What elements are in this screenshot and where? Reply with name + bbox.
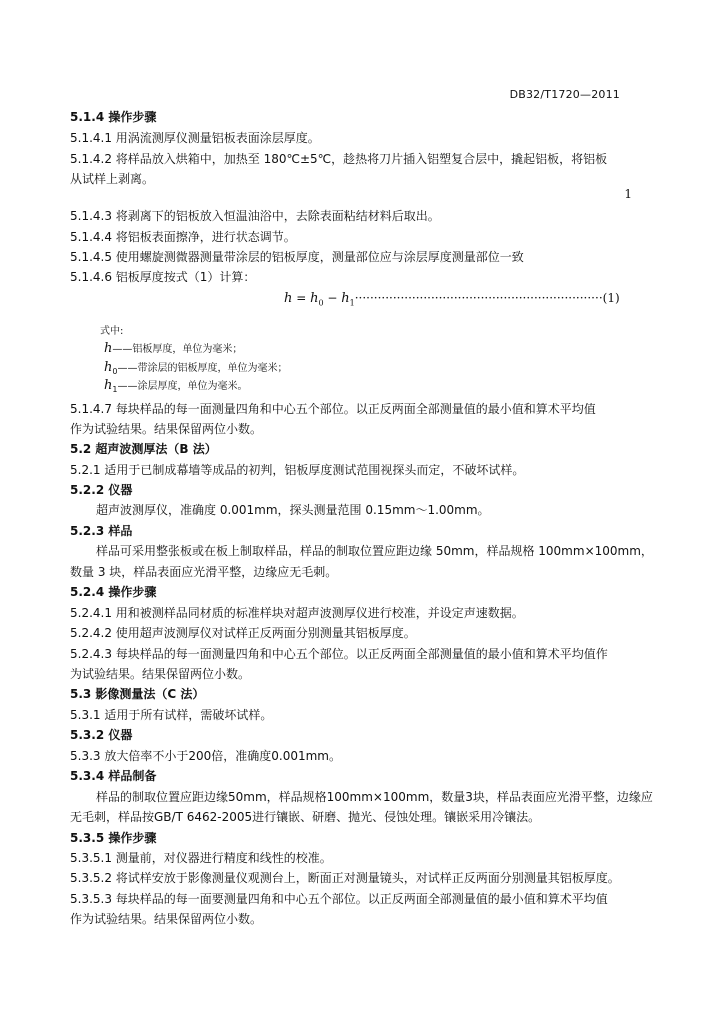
paragraph-5-1-4-1: 5.1.4.1 用涡流测厚仪测量铝板表面涂层厚度。 xyxy=(70,131,320,145)
paragraph-5-3-3: 5.3.3 放大倍率不小于200倍，准确度0.001mm。 xyxy=(70,749,341,763)
heading-5-2: 5.2 超声波测厚法（B 法） xyxy=(70,442,217,456)
paragraph-5-2-4-2: 5.2.4.2 使用超声波测厚仪对试样正反两面分别测量其铝板厚度。 xyxy=(70,626,416,640)
paragraph-5-2-3-line2: 数量 3 块，样品表面应光滑平整，边缘应无毛刺。 xyxy=(70,565,338,579)
heading-5-3: 5.3 影像测量法（C 法） xyxy=(70,687,205,701)
paragraph-5-1-4-4: 5.1.4.4 将铝板表面擦净，进行状态调节。 xyxy=(70,230,296,244)
formula-number: (1) xyxy=(602,291,620,305)
paragraph-5-2-1: 5.2.1 适用于已制成幕墙等成品的初判，铝板厚度测试范围视探头而定，不破坏试样。 xyxy=(70,463,525,477)
paragraph-5-1-4-7-line1: 5.1.4.7 每块样品的每一面测量四角和中心五个部位。以正反两面全部测量值的最小值和算术平均值 xyxy=(70,402,596,416)
paragraph-5-2-4-3-line2: 为试验结果。结果保留两位小数。 xyxy=(70,667,251,681)
variable-h1: $h_1——$涂层厚度，单位为毫米。 xyxy=(104,378,248,394)
paragraph-5-1-4-5: 5.1.4.5 使用螺旋测微器测量带涂层的铝板厚度，测量部位应与涂层厚度测量部位一致 xyxy=(70,250,524,264)
paragraph-5-3-5-1: 5.3.5.1 测量前，对仪器进行精度和线性的校准。 xyxy=(70,851,332,865)
page-number: 1 xyxy=(624,187,632,201)
paragraph-5-2-4-1: 5.2.4.1 用和被测样品同材质的标准样块对超声波测厚仪进行校准，并设定声速数据。 xyxy=(70,606,524,620)
paragraph-5-3-4-line1: 样品的制取位置应距边缘50mm，样品规格100mm×100mm，数量3块，样品表面应光滑平整，边缘应 xyxy=(96,790,653,804)
paragraph-5-1-4-7-line2: 作为试验结果。结果保留两位小数。 xyxy=(70,422,263,436)
paragraph-5-3-1: 5.3.1 适用于所有试样，需破坏试样。 xyxy=(70,708,273,722)
paragraph-5-2-3-line1: 样品可采用整张板或在板上制取样品，样品的制取位置应距边缘 50mm，样品规格 100mm×100mm， xyxy=(96,544,653,558)
variable-h: h——铝板厚度，单位为毫米； xyxy=(104,341,243,356)
paragraph-5-3-5-3-line1: 5.3.5.3 每块样品的每一面要测量四角和中心五个部位。以正反两面全部测量值的最小值和算术平均值 xyxy=(70,892,608,906)
formula-1 xyxy=(284,291,620,307)
heading-5-1-4: 5.1.4 操作步骤 xyxy=(70,110,157,124)
heading-5-2-2: 5.2.2 仪器 xyxy=(70,483,133,497)
paragraph-5-3-5-2: 5.3.5.2 将试样安放于影像测量仪观测台上，断面正对测量镜头，对试样正反两面分别测量其铝板厚度。 xyxy=(70,871,620,885)
heading-5-3-4: 5.3.4 样品制备 xyxy=(70,769,157,783)
formula-expression: $h = h_0 - h_1$ xyxy=(284,291,355,308)
heading-5-3-2: 5.3.2 仪器 xyxy=(70,728,133,742)
paragraph-5-3-4-line2: 无毛刺，样品按GB/T 6462-2005进行镶嵌、研磨、抛光、侵蚀处理。镶嵌采用冷镶法。 xyxy=(70,810,541,824)
paragraph-5-3-5-3-line2: 作为试验结果。结果保留两位小数。 xyxy=(70,912,263,926)
paragraph-5-2-4-3-line1: 5.2.4.3 每块样品的每一面测量四角和中心五个部位。以正反两面全部测量值的最小值和算术平均值作 xyxy=(70,647,608,661)
formula-leader-dots: ································································· xyxy=(354,291,603,305)
where-label: 式中: xyxy=(100,326,124,337)
paragraph-5-1-4-3: 5.1.4.3 将剥离下的铝板放入恒温油浴中，去除表面粘结材料后取出。 xyxy=(70,209,440,223)
paragraph-5-2-2-body: 超声波测厚仪，准确度 0.001mm，探头测量范围 0.15mm～1.00mm。 xyxy=(96,503,490,517)
paragraph-5-1-4-6: 5.1.4.6 铝板厚度按式（1）计算： xyxy=(70,270,256,284)
variable-h0: $h_0——$带涂层的铝板厚度，单位为毫米； xyxy=(104,360,288,376)
heading-5-3-5: 5.3.5 操作步骤 xyxy=(70,831,157,845)
heading-5-2-4: 5.2.4 操作步骤 xyxy=(70,585,157,599)
document-code: DB32/T1720—2011 xyxy=(509,88,620,101)
heading-5-2-3: 5.2.3 样品 xyxy=(70,524,133,538)
paragraph-5-1-4-2-line1: 5.1.4.2 将样品放入烘箱中，加热至 180℃±5℃，趁热将刀片插入铝塑复合层中，撬起铝板，将铝板 xyxy=(70,152,608,166)
paragraph-5-1-4-2-line2: 从试样上剥离。 xyxy=(70,172,155,186)
